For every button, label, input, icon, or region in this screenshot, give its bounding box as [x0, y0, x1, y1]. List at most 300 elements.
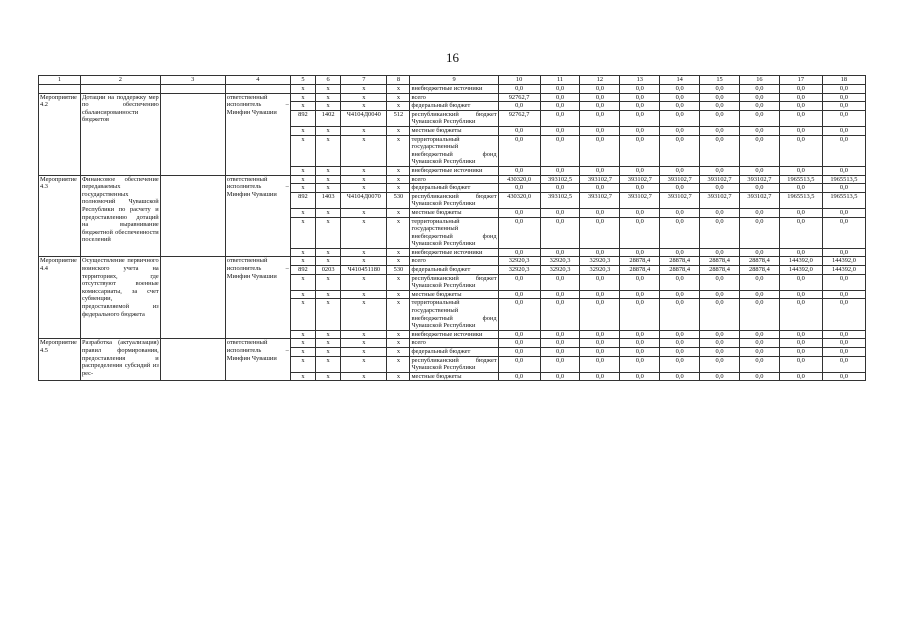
column-header-13: 13 — [620, 76, 660, 85]
value-cell: 0,0 — [580, 372, 620, 381]
code-cell: x — [387, 217, 410, 248]
value-cell: 0,0 — [580, 348, 620, 357]
value-cell: 0,0 — [620, 135, 660, 166]
code-cell: x — [316, 248, 341, 257]
cell-empty — [160, 175, 225, 257]
column-header-3: 3 — [160, 76, 225, 85]
value-cell: 0,0 — [779, 248, 822, 257]
column-header-2: 2 — [80, 76, 160, 85]
code-cell: x — [290, 339, 315, 348]
code-cell: x — [316, 372, 341, 381]
code-cell: x — [341, 257, 387, 266]
code-cell: x — [316, 93, 341, 102]
value-cell: 0,0 — [822, 330, 865, 339]
column-header-17: 17 — [779, 76, 822, 85]
value-cell: 0,0 — [620, 290, 660, 299]
funding-source-cell: республиканский бюджет Чувашской Республики — [411, 356, 497, 372]
code-cell: x — [387, 290, 410, 299]
funding-source-cell: территориальный государственный внебюджетный фонд Чувашской Республики — [411, 135, 497, 166]
value-cell: 0,0 — [580, 166, 620, 175]
value-cell: 32920,3 — [498, 266, 540, 275]
code-cell: 530 — [387, 192, 410, 208]
value-cell: 0,0 — [660, 330, 700, 339]
table-row — [39, 175, 866, 184]
code-cell: Ч4104Д0070 — [341, 192, 387, 208]
code-cell: x — [290, 348, 315, 357]
column-header-1: 1 — [39, 76, 81, 85]
value-cell: 393102,7 — [620, 192, 660, 208]
value-cell: 0,0 — [540, 290, 580, 299]
value-cell: 0,0 — [739, 299, 779, 330]
code-cell: x — [290, 248, 315, 257]
value-cell: 0,0 — [779, 217, 822, 248]
value-cell: 0,0 — [822, 356, 865, 372]
value-cell: 0,0 — [660, 248, 700, 257]
value-cell: 0,0 — [660, 102, 700, 111]
code-cell: x — [316, 274, 341, 290]
executor-cell: ответственный исполнитель – Минфин Чувашии — [225, 175, 290, 257]
value-cell: 0,0 — [822, 110, 865, 126]
code-cell: x — [290, 93, 315, 102]
value-cell: 393102,7 — [660, 175, 700, 184]
value-cell: 0,0 — [580, 299, 620, 330]
value-cell: 0,0 — [660, 208, 700, 217]
value-cell: 0,0 — [580, 110, 620, 126]
column-header-12: 12 — [580, 76, 620, 85]
value-cell: 430320,0 — [498, 192, 540, 208]
value-cell: 0,0 — [620, 299, 660, 330]
funding-source-cell: территориальный государственный внебюджетный фонд Чувашской Республики — [411, 299, 497, 330]
value-cell: 393102,7 — [580, 175, 620, 184]
column-header-6: 6 — [316, 76, 341, 85]
value-cell: 1965513,5 — [822, 192, 865, 208]
value-cell: 0,0 — [498, 135, 540, 166]
code-cell: x — [341, 372, 387, 381]
value-cell: 0,0 — [739, 93, 779, 102]
value-cell: 0,0 — [822, 208, 865, 217]
value-cell: 0,0 — [739, 348, 779, 357]
value-cell: 0,0 — [620, 348, 660, 357]
value-cell: 0,0 — [822, 85, 865, 94]
value-cell: 0,0 — [700, 356, 740, 372]
value-cell: 0,0 — [739, 184, 779, 193]
value-cell: 0,0 — [498, 208, 540, 217]
code-cell: 892 — [290, 192, 315, 208]
code-cell: x — [341, 126, 387, 135]
value-cell: 0,0 — [660, 339, 700, 348]
code-cell: x — [387, 299, 410, 330]
code-cell: x — [387, 274, 410, 290]
value-cell: 144392,0 — [822, 266, 865, 275]
value-cell: 393102,7 — [739, 175, 779, 184]
value-cell: 0,0 — [822, 348, 865, 357]
code-cell: x — [341, 330, 387, 339]
code-cell: x — [341, 208, 387, 217]
cell-empty — [160, 339, 225, 381]
value-cell: 0,0 — [498, 299, 540, 330]
code-cell: x — [290, 257, 315, 266]
code-cell: x — [387, 85, 410, 94]
value-cell: 0,0 — [580, 93, 620, 102]
column-header-15: 15 — [700, 76, 740, 85]
value-cell: 0,0 — [779, 184, 822, 193]
value-cell: 0,0 — [779, 208, 822, 217]
value-cell: 0,0 — [700, 85, 740, 94]
value-cell: 0,0 — [739, 330, 779, 339]
column-header-18: 18 — [822, 76, 865, 85]
code-cell: 892 — [290, 110, 315, 126]
code-cell: x — [387, 135, 410, 166]
value-cell: 0,0 — [660, 184, 700, 193]
value-cell: 0,0 — [580, 356, 620, 372]
code-cell: x — [316, 102, 341, 111]
value-cell: 0,0 — [822, 93, 865, 102]
value-cell: 0,0 — [822, 339, 865, 348]
value-cell: 0,0 — [700, 110, 740, 126]
value-cell: 0,0 — [739, 208, 779, 217]
value-cell: 0,0 — [498, 348, 540, 357]
value-cell: 28878,4 — [739, 266, 779, 275]
cell-empty — [160, 93, 225, 175]
value-cell: 0,0 — [779, 110, 822, 126]
code-cell: x — [341, 348, 387, 357]
code-cell: x — [341, 290, 387, 299]
code-cell: x — [290, 372, 315, 381]
funding-source-cell: внебюджетные источники — [410, 85, 498, 94]
value-cell: 0,0 — [739, 102, 779, 111]
value-cell: 0,0 — [580, 248, 620, 257]
value-cell: 0,0 — [540, 248, 580, 257]
value-cell: 393102,7 — [660, 192, 700, 208]
value-cell: 0,0 — [540, 299, 580, 330]
value-cell: 0,0 — [700, 248, 740, 257]
funding-source-cell: федеральный бюджет — [410, 348, 498, 357]
code-cell: x — [387, 184, 410, 193]
value-cell: 0,0 — [660, 356, 700, 372]
value-cell: 0,0 — [580, 85, 620, 94]
code-cell: x — [341, 166, 387, 175]
table-row — [39, 85, 866, 94]
funding-source-cell: местные бюджеты — [410, 126, 498, 135]
value-cell: 0,0 — [660, 126, 700, 135]
value-cell: 1965513,5 — [779, 192, 822, 208]
code-cell: x — [316, 356, 341, 372]
value-cell: 0,0 — [660, 85, 700, 94]
value-cell: 0,0 — [779, 166, 822, 175]
code-cell: x — [290, 356, 315, 372]
code-cell: x — [316, 135, 341, 166]
value-cell: 0,0 — [620, 126, 660, 135]
value-cell: 0,0 — [700, 339, 740, 348]
value-cell: 0,0 — [822, 299, 865, 330]
code-cell: x — [387, 166, 410, 175]
code-cell: x — [290, 274, 315, 290]
value-cell: 0,0 — [700, 166, 740, 175]
code-cell: Ч410451180 — [341, 266, 387, 275]
cell-empty — [160, 85, 225, 94]
code-cell: x — [316, 290, 341, 299]
value-cell: 28878,4 — [739, 257, 779, 266]
value-cell: 393102,7 — [580, 192, 620, 208]
code-cell: x — [341, 248, 387, 257]
executor-cell: ответственный исполнитель – Минфин Чувашии — [225, 93, 290, 175]
value-cell: 28878,4 — [700, 266, 740, 275]
value-cell: 0,0 — [540, 102, 580, 111]
value-cell: 0,0 — [660, 274, 700, 290]
cell-empty — [160, 257, 225, 339]
funding-source-cell: территориальный государственный внебюджетный фонд Чувашской Республики — [411, 217, 497, 248]
value-cell: 0,0 — [822, 274, 865, 290]
value-cell: 0,0 — [779, 330, 822, 339]
code-cell: x — [290, 135, 315, 166]
value-cell: 0,0 — [620, 248, 660, 257]
code-cell: x — [316, 217, 341, 248]
code-cell: x — [316, 175, 341, 184]
value-cell: 0,0 — [660, 217, 700, 248]
value-cell: 0,0 — [700, 290, 740, 299]
value-cell: 0,0 — [822, 126, 865, 135]
value-cell: 0,0 — [779, 299, 822, 330]
value-cell: 0,0 — [498, 166, 540, 175]
value-cell: 0,0 — [700, 299, 740, 330]
code-cell: x — [387, 102, 410, 111]
funding-source-cell: всего — [410, 175, 498, 184]
code-cell: 1402 — [316, 110, 341, 126]
value-cell: 0,0 — [540, 330, 580, 339]
value-cell: 0,0 — [779, 135, 822, 166]
value-cell: 0,0 — [620, 93, 660, 102]
value-cell: 0,0 — [700, 102, 740, 111]
code-cell: x — [341, 93, 387, 102]
value-cell: 0,0 — [620, 110, 660, 126]
value-cell: 0,0 — [580, 217, 620, 248]
value-cell: 0,0 — [580, 290, 620, 299]
column-header-8: 8 — [387, 76, 410, 85]
value-cell: 0,0 — [540, 85, 580, 94]
measure-name-cell: Дотации на поддержку мер по обеспечению сбалансированности бюджетов — [80, 93, 160, 175]
value-cell: 0,0 — [660, 93, 700, 102]
code-cell: x — [341, 184, 387, 193]
measure-name-cell: Разработка (актуализация) правил формирования, предоставления и распределения субсидий из рес- — [80, 339, 160, 381]
code-cell: x — [341, 175, 387, 184]
value-cell: 0,0 — [498, 102, 540, 111]
value-cell: 32920,3 — [580, 266, 620, 275]
value-cell: 32920,3 — [540, 257, 580, 266]
column-header-9: 9 — [410, 76, 498, 85]
code-cell: x — [316, 166, 341, 175]
value-cell: 0,0 — [580, 135, 620, 166]
code-cell: x — [290, 126, 315, 135]
value-cell: 0,0 — [498, 330, 540, 339]
value-cell: 0,0 — [822, 372, 865, 381]
measure-code-cell: Мероприятие 4.3 — [39, 175, 81, 257]
value-cell: 0,0 — [540, 372, 580, 381]
value-cell: 0,0 — [739, 217, 779, 248]
funding-source-cell: всего — [410, 257, 498, 266]
value-cell: 32920,3 — [580, 257, 620, 266]
value-cell: 430320,0 — [498, 175, 540, 184]
value-cell: 0,0 — [822, 166, 865, 175]
value-cell: 0,0 — [739, 166, 779, 175]
value-cell: 393102,7 — [700, 175, 740, 184]
measure-name-cell: Финансовое обеспечение передаваемых государственных полномочий Чувашской Республики по расчету и предоставлению дотаций на выравнивание бюджетной обеспеченности поселений — [80, 175, 160, 257]
value-cell: 0,0 — [660, 372, 700, 381]
value-cell: 0,0 — [739, 85, 779, 94]
value-cell: 0,0 — [700, 348, 740, 357]
code-cell: x — [341, 356, 387, 372]
code-cell: x — [316, 299, 341, 330]
code-cell: x — [387, 248, 410, 257]
code-cell: x — [316, 85, 341, 94]
value-cell: 0,0 — [779, 356, 822, 372]
page-number: 16 — [446, 50, 459, 65]
table-header-row — [39, 76, 866, 85]
code-cell: x — [290, 184, 315, 193]
code-cell: x — [290, 330, 315, 339]
funding-source-cell: республиканский бюджет Чувашской Республики — [411, 274, 497, 290]
code-cell: x — [387, 257, 410, 266]
column-header-11: 11 — [540, 76, 580, 85]
value-cell: 0,0 — [540, 184, 580, 193]
table-row — [39, 339, 866, 348]
value-cell: 0,0 — [739, 356, 779, 372]
value-cell: 0,0 — [779, 290, 822, 299]
table-row — [39, 257, 866, 266]
value-cell: 32920,3 — [498, 257, 540, 266]
value-cell: 0,0 — [498, 217, 540, 248]
code-cell: x — [387, 339, 410, 348]
value-cell: 0,0 — [779, 372, 822, 381]
value-cell: 0,0 — [620, 102, 660, 111]
value-cell: 0,0 — [822, 135, 865, 166]
code-cell: Ч4104Д0040 — [341, 110, 387, 126]
value-cell: 0,0 — [660, 348, 700, 357]
value-cell: 393102,7 — [700, 192, 740, 208]
cell-empty — [225, 85, 290, 94]
table-row — [39, 93, 866, 102]
value-cell: 0,0 — [540, 274, 580, 290]
funding-source-cell: федеральный бюджет — [410, 102, 498, 111]
value-cell: 0,0 — [580, 274, 620, 290]
value-cell: 0,0 — [822, 102, 865, 111]
value-cell: 0,0 — [498, 248, 540, 257]
value-cell: 0,0 — [620, 217, 660, 248]
code-cell: 892 — [290, 266, 315, 275]
value-cell: 0,0 — [540, 348, 580, 357]
value-cell: 0,0 — [620, 356, 660, 372]
funding-source-cell: местные бюджеты — [410, 372, 498, 381]
code-cell: x — [341, 274, 387, 290]
column-header-10: 10 — [498, 76, 540, 85]
value-cell: 28878,4 — [620, 266, 660, 275]
value-cell: 28878,4 — [660, 266, 700, 275]
value-cell: 0,0 — [580, 126, 620, 135]
executor-cell: ответственный исполнитель – Минфин Чувашии — [225, 339, 290, 381]
budget-table — [38, 75, 866, 381]
value-cell: 144392,0 — [779, 266, 822, 275]
code-cell: x — [316, 257, 341, 266]
code-cell: x — [316, 330, 341, 339]
value-cell: 0,0 — [498, 339, 540, 348]
value-cell: 0,0 — [700, 208, 740, 217]
value-cell: 0,0 — [620, 339, 660, 348]
value-cell: 0,0 — [739, 339, 779, 348]
value-cell: 0,0 — [739, 274, 779, 290]
value-cell: 0,0 — [779, 93, 822, 102]
funding-source-cell: местные бюджеты — [410, 290, 498, 299]
column-header-7: 7 — [341, 76, 387, 85]
value-cell: 0,0 — [822, 290, 865, 299]
value-cell: 0,0 — [580, 184, 620, 193]
value-cell: 393102,7 — [620, 175, 660, 184]
value-cell: 0,0 — [660, 166, 700, 175]
value-cell: 0,0 — [779, 85, 822, 94]
value-cell: 0,0 — [739, 372, 779, 381]
code-cell: x — [290, 299, 315, 330]
column-header-14: 14 — [660, 76, 700, 85]
code-cell: x — [387, 175, 410, 184]
column-header-5: 5 — [290, 76, 315, 85]
value-cell: 28878,4 — [660, 257, 700, 266]
value-cell: 0,0 — [822, 217, 865, 248]
value-cell: 0,0 — [580, 208, 620, 217]
value-cell: 0,0 — [540, 217, 580, 248]
value-cell: 0,0 — [498, 85, 540, 94]
value-cell: 0,0 — [700, 330, 740, 339]
value-cell: 0,0 — [660, 135, 700, 166]
funding-source-cell: республиканский бюджет Чувашской Республики — [411, 110, 497, 126]
value-cell: 0,0 — [540, 208, 580, 217]
value-cell: 0,0 — [540, 93, 580, 102]
funding-source-cell: внебюджетные источники — [410, 330, 498, 339]
value-cell: 32920,3 — [540, 266, 580, 275]
value-cell: 0,0 — [540, 135, 580, 166]
column-header-16: 16 — [739, 76, 779, 85]
value-cell: 0,0 — [739, 290, 779, 299]
value-cell: 0,0 — [620, 166, 660, 175]
value-cell: 0,0 — [580, 339, 620, 348]
value-cell: 0,0 — [660, 299, 700, 330]
value-cell: 144392,0 — [822, 257, 865, 266]
code-cell: x — [341, 135, 387, 166]
code-cell: x — [387, 356, 410, 372]
value-cell: 1965513,5 — [822, 175, 865, 184]
column-header-4: 4 — [225, 76, 290, 85]
code-cell: 0203 — [316, 266, 341, 275]
code-cell: x — [290, 102, 315, 111]
value-cell: 0,0 — [498, 184, 540, 193]
value-cell: 0,0 — [540, 339, 580, 348]
value-cell: 0,0 — [498, 274, 540, 290]
code-cell: x — [290, 175, 315, 184]
funding-source-cell: местные бюджеты — [410, 208, 498, 217]
value-cell: 0,0 — [540, 356, 580, 372]
value-cell: 0,0 — [660, 290, 700, 299]
code-cell: x — [316, 184, 341, 193]
code-cell: x — [387, 348, 410, 357]
value-cell: 0,0 — [540, 126, 580, 135]
value-cell: 0,0 — [739, 110, 779, 126]
value-cell: 393102,7 — [739, 192, 779, 208]
code-cell: 1403 — [316, 192, 341, 208]
value-cell: 0,0 — [700, 135, 740, 166]
value-cell: 0,0 — [779, 348, 822, 357]
value-cell: 0,0 — [779, 339, 822, 348]
code-cell: x — [316, 208, 341, 217]
value-cell: 0,0 — [739, 248, 779, 257]
code-cell: x — [341, 85, 387, 94]
cell-empty — [39, 85, 81, 94]
